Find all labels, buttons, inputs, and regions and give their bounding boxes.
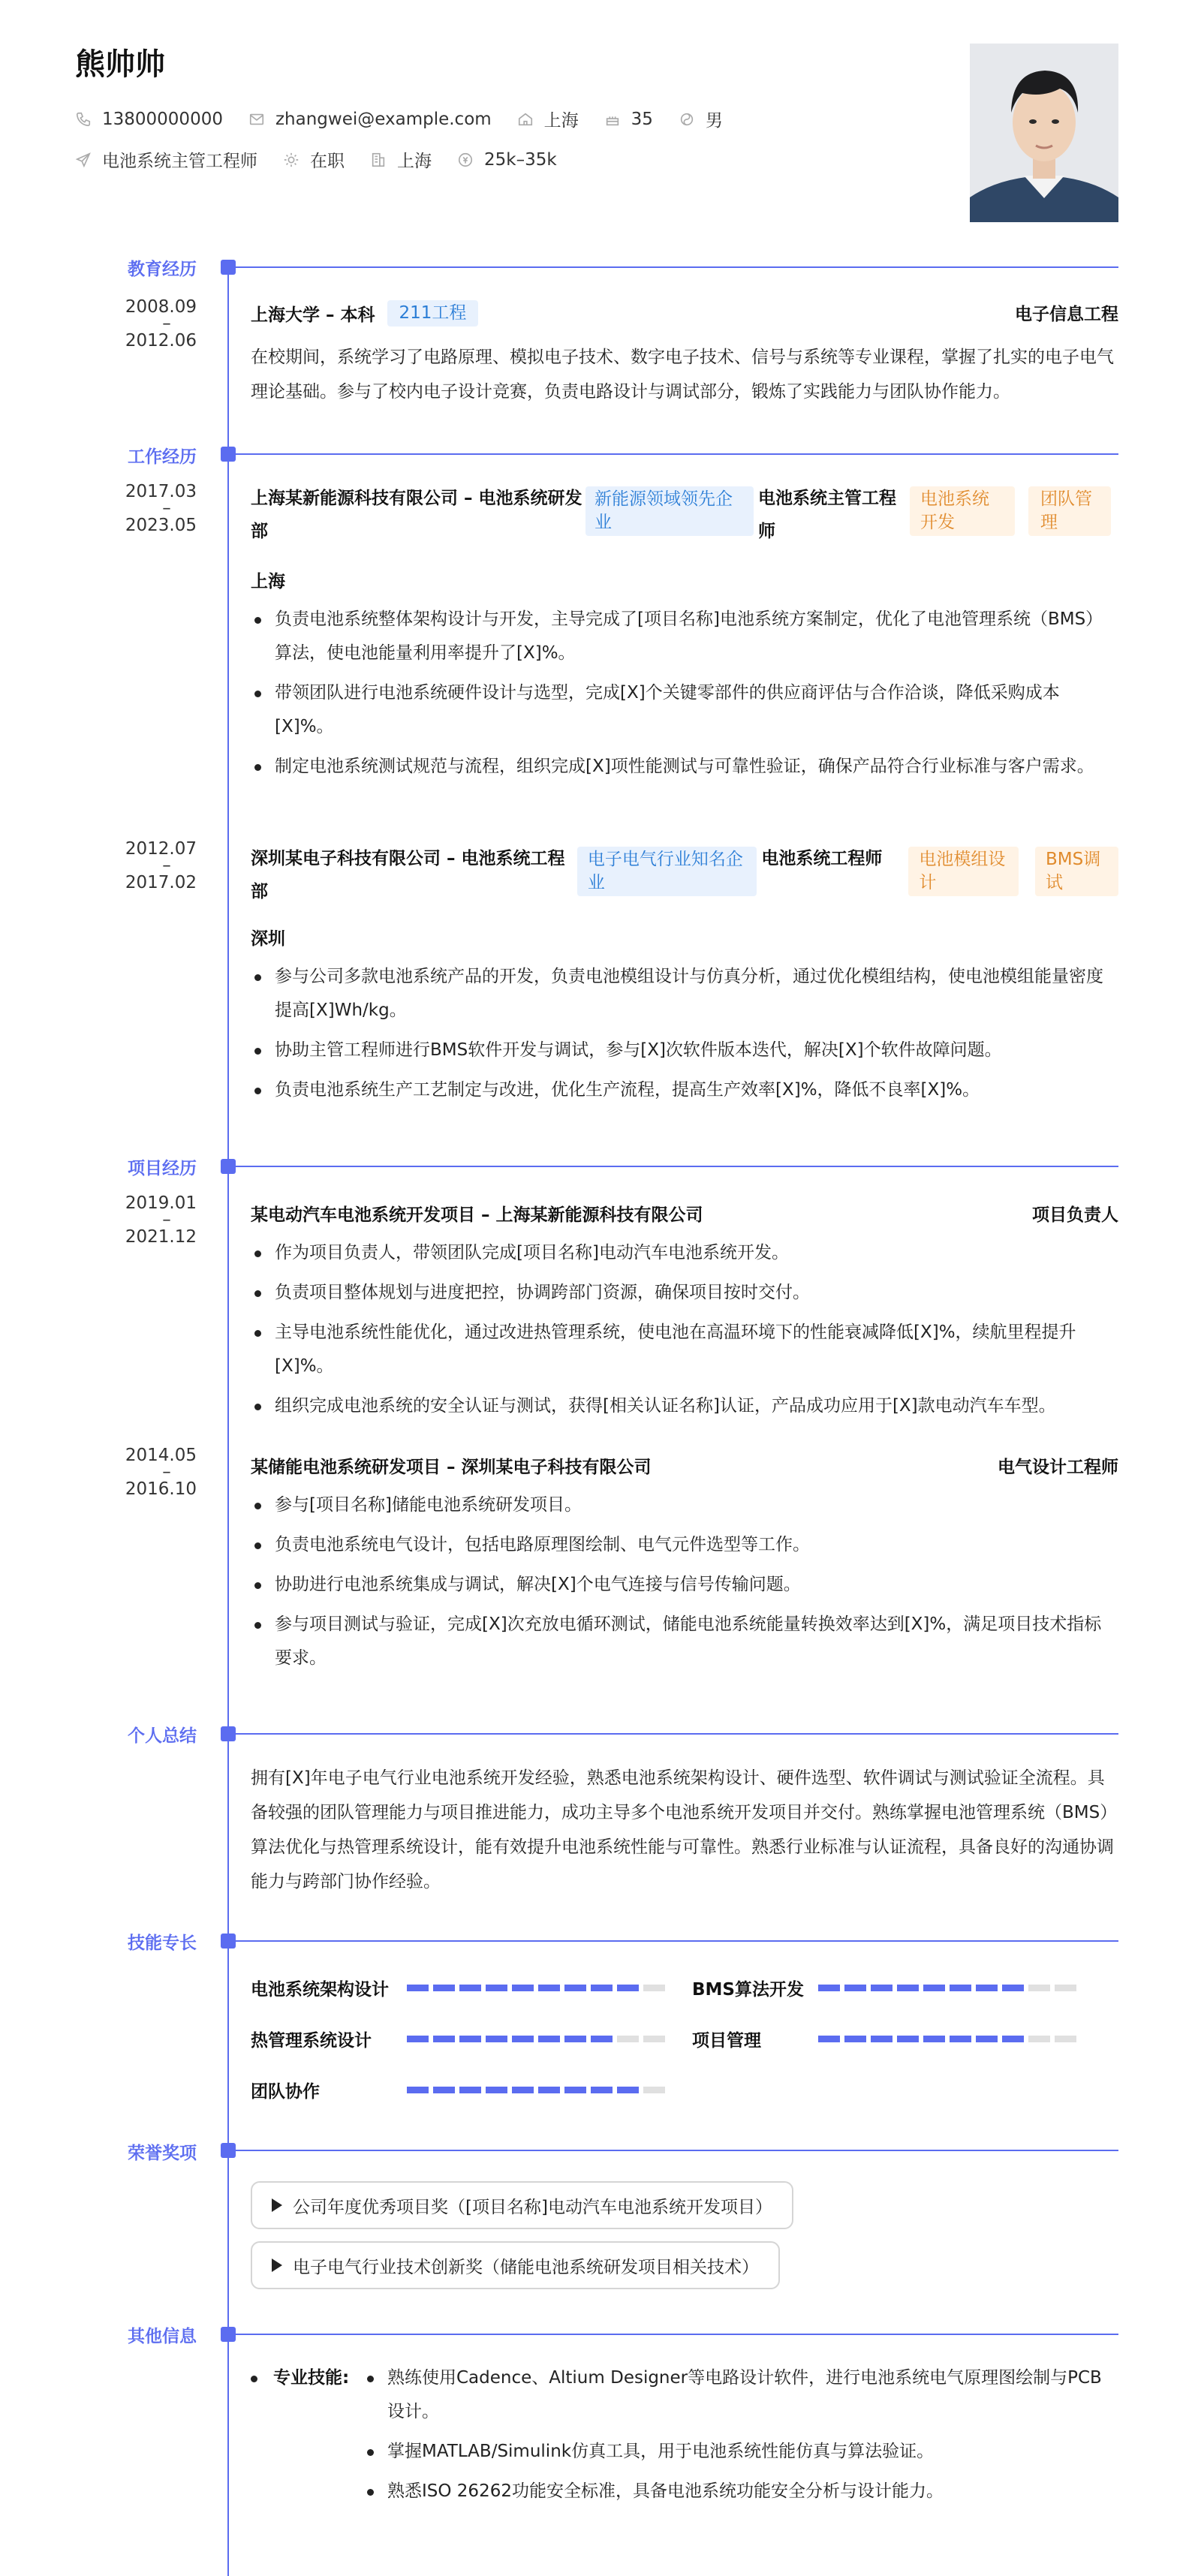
section-title-projects: 项目经历: [128, 1159, 197, 1178]
list-item: 负责电池系统整体架构设计与开发，主导完成了[项目名称]电池系统方案制定，优化了电池管理系统（BMS）算法，使电池能量利用率提升了[X]%。: [251, 603, 1118, 670]
section-divider: [228, 453, 1118, 455]
skill-level-segment: [591, 1985, 613, 1991]
skill-level-segment: [433, 2087, 455, 2093]
section-marker: [221, 1726, 236, 1741]
profile-photo: [970, 44, 1118, 222]
skill-level-segment: [564, 2087, 586, 2093]
skill-name: 团队协作: [251, 2082, 320, 2102]
project-head: [251, 1201, 1118, 1226]
list-item: 协助主管工程师进行BMS软件开发与调试，参与[X]次软件版本迭代，解决[X]个软件故障问题。: [251, 1034, 1118, 1067]
work-entry: [251, 842, 1118, 1113]
bullet-dot: [251, 2376, 257, 2382]
gender-item: [679, 107, 723, 131]
end-date: 2012.06: [125, 330, 197, 351]
school-tag: 211工程: [387, 300, 479, 327]
work-head: [251, 842, 1118, 908]
section-marker: [221, 447, 236, 462]
status-text: 在职: [310, 152, 345, 171]
skill-level-segment: [459, 2036, 481, 2042]
work-city: 深圳: [251, 929, 285, 949]
work-dates: [113, 839, 197, 892]
list-item: 参与[项目名称]储能电池系统研发项目。: [251, 1488, 1118, 1522]
section-divider: [228, 2150, 1118, 2151]
skill-level-segment: [564, 2036, 586, 2042]
skill-level-segment: [1002, 1985, 1024, 1991]
skill-item: [251, 2027, 670, 2051]
skill-level-segment: [643, 2036, 665, 2042]
skill-level-segment: [512, 1985, 534, 1991]
project-bullets: [251, 1488, 1118, 1675]
project-bullets: [251, 1236, 1118, 1423]
section-title-honors: 荣誉奖项: [128, 2144, 197, 2163]
skill-level-segment: [512, 2036, 534, 2042]
work-head: [251, 482, 1118, 548]
start-date: 2017.03: [125, 482, 197, 501]
list-item: 组织完成电池系统的安全认证与测试，获得[相关认证名称]认证，产品成功应用于[X]款电动汽车车型。: [251, 1389, 1118, 1423]
gender-text: 男: [705, 111, 723, 131]
start-date: 2008.09: [125, 297, 197, 317]
skill-name: BMS算法开发: [692, 1980, 804, 2000]
education-head: [251, 300, 1118, 327]
skill-item: [251, 1976, 670, 2000]
job-row: [75, 147, 582, 172]
skill-level-segment: [433, 2036, 455, 2042]
section-divider: [228, 1940, 1118, 1942]
list-item: 负责电池系统生产工艺制定与改进，优化生产流程，提高生产效率[X]%，降低不良率[X]%。: [251, 1073, 1118, 1107]
role-title: 电池系统主管工程师: [758, 489, 896, 541]
skill-level-segment: [617, 2036, 639, 2042]
skill-tag: 电池系统开发: [910, 486, 1015, 536]
skill-tag: 电池模组设计: [908, 847, 1019, 896]
project-dates: [113, 1446, 197, 1499]
list-item: 熟练使用Cadence、Altium Designer等电路设计软件，进行电池系统电气原理图绘制与PCB设计。: [363, 2361, 1118, 2429]
list-item: 协助进行电池系统集成与调试，解决[X]个电气连接与信号传输问题。: [251, 1568, 1118, 1602]
award-text: 电子电气行业技术创新奖（储能电池系统研发项目相关技术）: [293, 2257, 759, 2277]
work-bullets: [251, 960, 1118, 1107]
skill-level-segment: [950, 1985, 971, 1991]
skill-item: [251, 2078, 670, 2102]
work-city-item: [370, 147, 432, 172]
candidate-name: 熊帅帅: [75, 47, 165, 82]
section-title-skills: 技能专长: [128, 1934, 197, 1953]
end-date: 2016.10: [125, 1479, 197, 1499]
summary-text: 拥有[X]年电子电气行业电池系统开发经验，熟悉电池系统架构设计、硬件选型、软件调试与测试验证全流程。具备较强的团队管理能力与项目推进能力，成功主导多个电池系统开发项目并交付。熟练掌握电池管理系统（BMS）算法优化与热管理系统设计，能有效提升电池系统性能与可靠性。熟悉行业标准与认证流程，具备良好的沟通协调能力与跨部门协作经验。: [251, 1768, 1118, 1891]
section-title-summary: 个人总结: [128, 1726, 197, 1746]
company-name: 上海某新能源科技有限公司 – 电池系统研发部: [251, 489, 582, 541]
date-dash: –: [162, 1462, 171, 1482]
skill-bar: [407, 2036, 670, 2042]
education-entry: [251, 300, 1118, 409]
timeline-line: [227, 267, 229, 2576]
sun-icon: [283, 152, 300, 168]
send-icon: [75, 152, 92, 168]
portrait-image: [970, 44, 1118, 222]
email-item: [248, 110, 492, 129]
skill-level-segment: [818, 2036, 840, 2042]
skill-level-segment: [564, 1985, 586, 1991]
skill-level-segment: [486, 1985, 507, 1991]
date-dash: –: [162, 856, 171, 876]
skill-level-segment: [433, 1985, 455, 1991]
section-marker: [221, 2327, 236, 2342]
end-date: 2021.12: [125, 1226, 197, 1247]
skill-name: 项目管理: [692, 2031, 761, 2051]
skill-level-segment: [897, 1985, 919, 1991]
skill-level-segment: [407, 1985, 429, 1991]
section-marker: [221, 260, 236, 275]
section-divider: [228, 1733, 1118, 1735]
skill-level-segment: [459, 1985, 481, 1991]
cake-icon: [604, 111, 621, 128]
other-list: [363, 2361, 1118, 2514]
phone-icon: [75, 111, 92, 128]
start-date: 2019.01: [125, 1193, 197, 1213]
project-head: [251, 1453, 1118, 1478]
section-divider: [228, 1166, 1118, 1167]
skill-bar: [818, 1985, 1081, 1991]
list-item: 掌握MATLAB/Simulink仿真工具，用于电池系统性能仿真与算法验证。: [363, 2435, 1118, 2469]
end-date: 2017.02: [125, 872, 197, 892]
city-text: 上海: [543, 111, 579, 131]
section-divider: [228, 2334, 1118, 2335]
list-item: 制定电池系统测试规范与流程，组织完成[X]项性能测试与可靠性验证，确保产品符合行业标准与客户需求。: [251, 750, 1118, 784]
other-info: [251, 2361, 1118, 2514]
skill-level-segment: [897, 2036, 919, 2042]
skill-level-segment: [459, 2087, 481, 2093]
education-dates: [113, 297, 197, 351]
skill-level-segment: [976, 1985, 998, 1991]
skill-level-segment: [591, 2087, 613, 2093]
other-label-wrap: [251, 2361, 363, 2514]
skill-level-segment: [844, 2036, 866, 2042]
skill-item: [692, 1976, 1081, 2000]
section-marker: [221, 1934, 236, 1949]
role-title: 电池系统工程师: [761, 849, 883, 868]
skill-level-segment: [1055, 1985, 1076, 1991]
education-desc: 在校期间，系统学习了电路原理、模拟电子技术、数字电子技术、信号与系统等专业课程，掌握了扎实的电子电气理论基础。参与了校内电子设计竞赛，负责电路设计与调试部分，锻炼了实践能力与团队协作能力。: [251, 348, 1114, 402]
salary-text: 25k–35k: [484, 149, 557, 170]
skill-level-segment: [818, 1985, 840, 1991]
company-tag: 新能源领域领先企业: [585, 486, 754, 536]
skill-bar: [407, 2087, 670, 2093]
skill-level-segment: [923, 1985, 945, 1991]
list-item: 负责电池系统电气设计，包括电路原理图绘制、电气元件选型等工作。: [251, 1528, 1118, 1562]
project-entry: [251, 1453, 1118, 1681]
skill-level-segment: [486, 2087, 507, 2093]
skill-level-segment: [950, 2036, 971, 2042]
age-item: [604, 110, 653, 129]
start-date: 2012.07: [125, 839, 197, 859]
list-item: 主导电池系统性能优化，通过改进热管理系统，使电池在高温环境下的性能衰减降低[X]%，续航里程提升[X]%。: [251, 1316, 1118, 1383]
skill-level-segment: [407, 2087, 429, 2093]
skill-level-segment: [1055, 2036, 1076, 2042]
skill-level-segment: [871, 1985, 892, 1991]
skill-level-segment: [976, 2036, 998, 2042]
skill-level-segment: [617, 2087, 639, 2093]
list-item: 参与公司多款电池系统产品的开发，负责电池模组设计与仿真分析，通过优化模组结构，使电池模组能量密度提高[X]Wh/kg。: [251, 960, 1118, 1028]
skill-tag: 团队管理: [1028, 486, 1111, 536]
date-dash: –: [162, 314, 171, 334]
award-text: 公司年度优秀项目奖（[项目名称]电动汽车电池系统开发项目）: [293, 2197, 772, 2217]
company-name: 深圳某电子科技有限公司 – 电池系统工程部: [251, 849, 565, 901]
section-divider: [228, 266, 1118, 268]
skill-level-segment: [923, 2036, 945, 2042]
salary-item: [457, 150, 557, 170]
skill-level-segment: [538, 1985, 560, 1991]
list-item: 负责项目整体规划与进度把控，协调跨部门资源，确保项目按时交付。: [251, 1276, 1118, 1310]
home-icon: [517, 111, 534, 128]
other-label: 专业技能:: [273, 2368, 350, 2388]
skill-level-segment: [591, 2036, 613, 2042]
start-date: 2014.05: [125, 1446, 197, 1465]
section-marker: [221, 1159, 236, 1174]
work-dates: [113, 482, 197, 535]
phone-item: [75, 110, 223, 129]
project-title: 某储能电池系统研发项目 – 深圳某电子科技有限公司: [251, 1458, 652, 1477]
mail-icon: [248, 111, 265, 128]
skill-level-segment: [617, 1985, 639, 1991]
status-item: [283, 147, 345, 172]
skill-level-segment: [1028, 2036, 1050, 2042]
project-role: 电气设计工程师: [998, 1458, 1118, 1477]
list-item: 参与项目测试与验证，完成[X]次充放电循环测试，储能电池系统能量转换效率达到[X]%，满足项目技术指标要求。: [251, 1608, 1118, 1675]
project-dates: [113, 1193, 197, 1247]
section-title-work: 工作经历: [128, 447, 197, 467]
project-entry: [251, 1201, 1118, 1429]
award-item[interactable]: [251, 2241, 780, 2289]
skill-level-segment: [407, 2036, 429, 2042]
section-marker: [221, 2143, 236, 2158]
date-dash: –: [162, 498, 171, 519]
skill-level-segment: [871, 2036, 892, 2042]
phone-text: 13800000000: [102, 109, 223, 129]
contact-row: [75, 107, 748, 131]
money-icon: [457, 152, 474, 168]
job-title-item: [75, 147, 257, 172]
award-item[interactable]: [251, 2181, 793, 2229]
major: 电子信息工程: [1015, 305, 1118, 324]
building-icon: [370, 152, 387, 168]
list-item: 熟悉ISO 26262功能安全标准，具备电池系统功能安全分析与设计能力。: [363, 2475, 1118, 2508]
caret-right-icon: [272, 2198, 282, 2212]
skill-bar: [818, 2036, 1081, 2042]
project-role: 项目负责人: [1032, 1205, 1118, 1225]
skill-level-segment: [486, 2036, 507, 2042]
skill-level-segment: [1002, 2036, 1024, 2042]
skill-level-segment: [844, 1985, 866, 1991]
skill-level-segment: [643, 1985, 665, 1991]
work-city: 上海: [251, 572, 285, 591]
school-name: 上海大学 – 本科: [251, 305, 375, 325]
section-title-education: 教育经历: [128, 260, 197, 279]
skill-tag: BMS调试: [1035, 847, 1118, 896]
skill-name: 热管理系统设计: [251, 2031, 372, 2051]
city-item: [517, 107, 579, 131]
skill-level-segment: [538, 2036, 560, 2042]
project-title: 某电动汽车电池系统开发项目 – 上海某新能源科技有限公司: [251, 1205, 703, 1225]
caret-right-icon: [272, 2259, 282, 2272]
age-text: 35: [631, 109, 653, 129]
work-city-text: 上海: [397, 152, 432, 171]
skill-name: 电池系统架构设计: [251, 1980, 389, 2000]
company-tag: 电子电气行业知名企业: [577, 847, 757, 896]
section-title-other: 其他信息: [128, 2327, 197, 2346]
skill-level-segment: [1028, 1985, 1050, 1991]
skill-level-segment: [643, 2087, 665, 2093]
gender-icon: [679, 111, 695, 128]
list-item: 带领团队进行电池系统硬件设计与选型，完成[X]个关键零部件的供应商评估与合作洽谈，降低采购成本[X]%。: [251, 676, 1118, 744]
skill-level-segment: [538, 2087, 560, 2093]
work-entry: [251, 482, 1118, 790]
date-dash: –: [162, 1210, 171, 1230]
list-item: 作为项目负责人，带领团队完成[项目名称]电动汽车电池系统开发。: [251, 1236, 1118, 1270]
job-title-text: 电池系统主管工程师: [102, 152, 257, 171]
end-date: 2023.05: [125, 515, 197, 535]
school-group: [251, 300, 478, 327]
skill-bar: [407, 1985, 670, 1991]
skill-item: [692, 2027, 1081, 2051]
work-bullets: [251, 603, 1118, 784]
email-text: zhangwei@example.com: [275, 109, 492, 129]
skill-level-segment: [512, 2087, 534, 2093]
